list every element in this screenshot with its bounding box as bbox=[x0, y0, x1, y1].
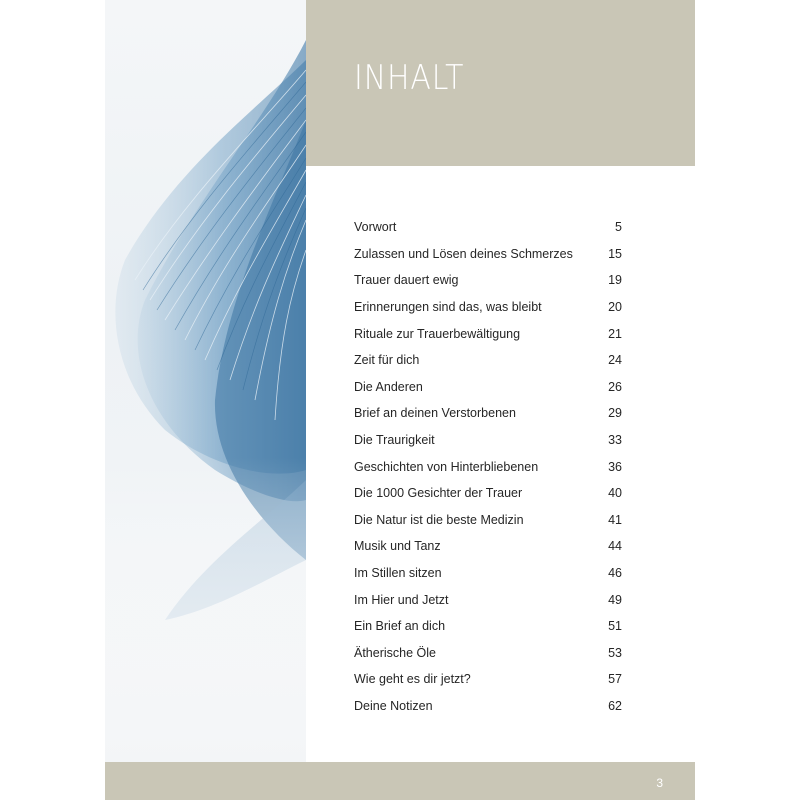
toc-entry bbox=[354, 507, 622, 534]
toc-entry-page: 51 bbox=[608, 619, 622, 634]
toc-entry-title: Deine Notizen bbox=[354, 698, 433, 713]
toc-entry bbox=[354, 374, 622, 401]
table-of-contents bbox=[354, 214, 622, 719]
toc-entry-title: Ein Brief an dich bbox=[354, 619, 446, 634]
toc-entry-title: Die Natur ist die beste Medizin bbox=[354, 512, 524, 527]
toc-entry bbox=[354, 427, 622, 454]
toc-entry-title: Zeit für dich bbox=[354, 353, 420, 368]
toc-entry bbox=[354, 693, 622, 720]
feather-illustration bbox=[105, 0, 306, 762]
page-number: 3 bbox=[656, 776, 663, 790]
toc-entry-title: Trauer dauert ewig bbox=[354, 273, 459, 288]
toc-entry bbox=[354, 640, 622, 667]
toc-entry-page: 20 bbox=[608, 300, 622, 315]
toc-entry bbox=[354, 347, 622, 374]
toc-entry bbox=[354, 666, 622, 693]
toc-entry-page: 40 bbox=[608, 486, 622, 501]
footer-band bbox=[105, 762, 695, 800]
toc-entry-page: 29 bbox=[608, 406, 622, 421]
toc-entry bbox=[354, 480, 622, 507]
page-title: INHALT bbox=[354, 58, 465, 98]
toc-entry-page: 46 bbox=[608, 566, 622, 581]
toc-entry-title: Die 1000 Gesichter der Trauer bbox=[354, 486, 523, 501]
toc-entry-title: Erinnerungen sind das, was bleibt bbox=[354, 300, 542, 315]
toc-entry-title: Im Stillen sitzen bbox=[354, 566, 442, 581]
toc-entry-page: 53 bbox=[608, 645, 622, 660]
toc-entry-title: Die Anderen bbox=[354, 379, 423, 394]
feather-photo bbox=[105, 0, 306, 762]
toc-entry-title: Rituale zur Trauerbewältigung bbox=[354, 326, 521, 341]
toc-entry-page: 41 bbox=[608, 512, 622, 527]
toc-entry-page: 57 bbox=[608, 672, 622, 687]
toc-entry bbox=[354, 267, 622, 294]
toc-entry-title: Vorwort bbox=[354, 220, 397, 235]
toc-entry-page: 21 bbox=[608, 326, 622, 341]
toc-entry-title: Geschichten von Hinterbliebenen bbox=[354, 459, 539, 474]
toc-entry-title: Die Traurigkeit bbox=[354, 433, 435, 448]
toc-entry-page: 36 bbox=[608, 459, 622, 474]
toc-entry bbox=[354, 294, 622, 321]
toc-entry bbox=[354, 586, 622, 613]
toc-entry-title: Zulassen und Lösen deines Schmerzes bbox=[354, 246, 573, 261]
header-band bbox=[306, 0, 695, 166]
toc-entry-title: Musik und Tanz bbox=[354, 539, 441, 554]
toc-entry-title: Im Hier und Jetzt bbox=[354, 592, 449, 607]
toc-entry bbox=[354, 560, 622, 587]
toc-entry bbox=[354, 613, 622, 640]
toc-entry bbox=[354, 400, 622, 427]
toc-entry-title: Ätherische Öle bbox=[354, 645, 436, 660]
toc-entry-page: 26 bbox=[608, 379, 622, 394]
toc-entry bbox=[354, 453, 622, 480]
toc-entry-page: 15 bbox=[608, 246, 622, 261]
toc-entry-title: Brief an deinen Verstorbenen bbox=[354, 406, 516, 421]
toc-entry-page: 24 bbox=[608, 353, 622, 368]
toc-entry-page: 62 bbox=[608, 698, 622, 713]
toc-entry-title: Wie geht es dir jetzt? bbox=[354, 672, 471, 687]
toc-entry bbox=[354, 214, 622, 241]
toc-entry bbox=[354, 533, 622, 560]
toc-entry-page: 19 bbox=[608, 273, 622, 288]
document-page bbox=[105, 0, 695, 800]
toc-entry-page: 5 bbox=[615, 220, 622, 235]
toc-entry-page: 44 bbox=[608, 539, 622, 554]
toc-entry bbox=[354, 241, 622, 268]
toc-entry bbox=[354, 320, 622, 347]
toc-entry-page: 49 bbox=[608, 592, 622, 607]
toc-entry-page: 33 bbox=[608, 433, 622, 448]
